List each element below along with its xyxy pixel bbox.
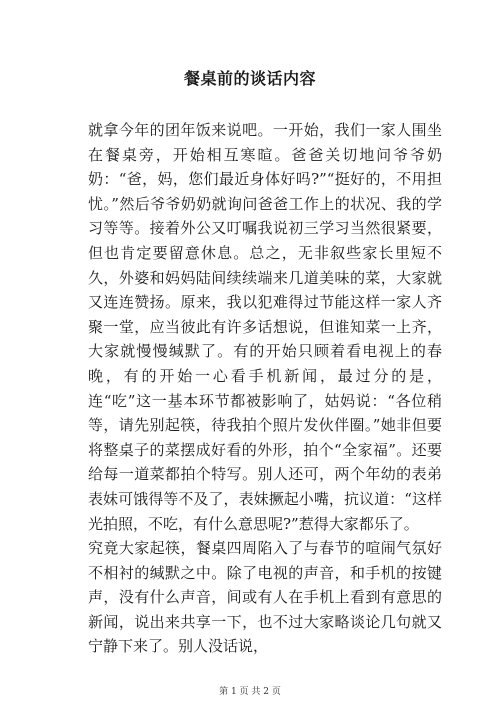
paragraph-2: 究竟大家起筷，餐桌四周陷入了与春节的喧闹气氛好不相衬的缄默之中。除了电视的声音，和手机的按键声，没有什么声音，间或有人在手机上看到有意思的新闻，说出来共享一下，也不过大家略谈论几句就又宁静下来了。别人没话说，	[88, 539, 442, 656]
document-title: 餐桌前的谈话内容	[183, 69, 316, 88]
document-body	[88, 118, 442, 659]
paragraph-1: 就拿今年的团年饭来说吧。一开始，我们一家人围坐在餐桌旁，开始相互寒暄。爸爸关切地问爷爷奶奶：“爸，妈，您们最近身体好吗?”“挺好的，不用担忧。”然后爷爷奶奶就询问爸爸工作上的状况、我的学习等等。接着外公又叮嘱我说初三学习当然很紧要，但也肯定要留意休息。总之，无非叙些家长里短不久，外婆和妈妈陆间续续端来几道美味的菜，大家就又连连赞扬。原来，我以犯难得过节能这样一家人齐聚一堂，应当彼此有许多话想说，但谁知菜一上齐，大家就慢慢缄默了。有的开始只顾着看电视上的春晚，有的开始一心看手机新闻，最过分的是，连“吃”这一基本环节都被影响了，姑妈说：“各位稍等，请先别起筷，待我拍个照片发伙伴圈。”她非但要将整桌子的菜摆成好看的外形，拍个“全家福”。还要给每一道菜都拍个特写。别人还可，两个年幼的表弟表妹可饿得等不及了，表妹撅起小嘴，抗议道：“这样光拍照，不吃，有什么意思呢?”惹得大家都乐了。	[88, 121, 442, 533]
page-number: 第 1 页 共 2 页	[219, 687, 281, 697]
